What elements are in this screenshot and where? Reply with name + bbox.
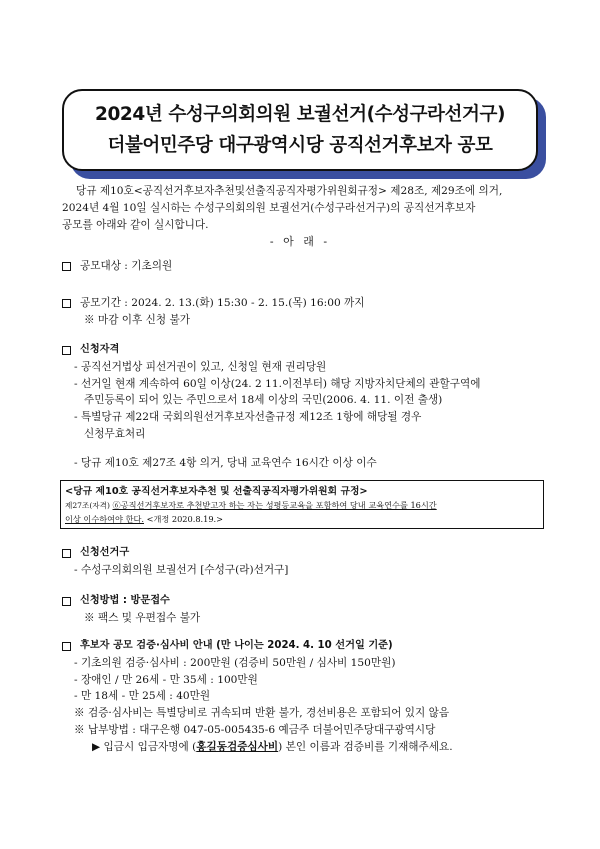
period-text: 공모기간 : 2024. 2. 13.(화) 15:30 - 2. 15.(목) 16:00 까지 bbox=[80, 297, 365, 309]
method-heading: 신청방법 : 방문접수 bbox=[80, 595, 170, 606]
section-method bbox=[62, 593, 552, 627]
reference-body-2: 이상 이수하여야 한다. bbox=[65, 513, 144, 524]
checkbox-square-icon bbox=[62, 262, 71, 271]
fee-item-3: - 만 18세 - 만 25세 : 40만원 bbox=[74, 690, 211, 703]
intro-line-1: 당규 제10호<공직선거후보자추천및선출직공직자평가위원회규정> 제28조, 제29조에 의거, bbox=[76, 185, 503, 197]
arae-heading: - 아 래 - bbox=[269, 235, 331, 248]
district-heading: 신청선거구 bbox=[80, 547, 130, 558]
deposit-name: 홍길동검증심사비 bbox=[196, 740, 279, 753]
fee-item-1: - 기초의원 검증·심사비 : 200만원 (검증비 50만원 / 심사비 150만원) bbox=[74, 656, 396, 669]
title-line-2: 더불어민주당 대구광역시당 공직선거후보자 공모 bbox=[107, 135, 493, 156]
section-fee bbox=[62, 638, 552, 756]
intro-line-2: 2024년 4월 10일 실시하는 수성구의회의원 보궐선거(수성구라선거구)의 공직선거후보자 bbox=[62, 201, 476, 214]
qualification-item-3a: - 특별당규 제22대 국회의원선거후보자선출규정 제12조 1항에 해당될 경우 bbox=[74, 411, 422, 424]
section-target bbox=[62, 258, 552, 275]
reference-revision: <개정 2020.8.19.> bbox=[146, 513, 224, 524]
checkbox-square-icon bbox=[62, 346, 71, 355]
section-period bbox=[62, 295, 552, 329]
qualification-heading: 신청자격 bbox=[80, 344, 120, 355]
target-text: 공모대상 : 기초의원 bbox=[80, 260, 173, 272]
reference-title: <당규 제10호 공직선거후보자추천 및 선출직공직자평가위원회 규정> bbox=[65, 486, 368, 497]
checkbox-square-icon bbox=[62, 642, 71, 651]
reference-body-1: ⑥공직선거후보자로 추천받고자 하는 자는 성평등교육을 포함하여 당내 교육연수를 16시간 bbox=[112, 500, 437, 510]
intro-paragraph bbox=[62, 183, 548, 233]
deposit-prefix: ▶ 입금시 입금자명에 ( bbox=[92, 740, 197, 753]
qualification-item-1: - 공직선거법상 피선거권이 있고, 신청일 현재 권리당원 bbox=[74, 360, 327, 373]
fee-note-2: ※ 납부방법 : 대구은행 047-05-005435-6 예금주 더불어민주당대구광역시당 bbox=[74, 723, 436, 736]
fee-heading: 후보자 공모 검증·심사비 안내 (만 나이는 2024. 4. 10 선거일 기준) bbox=[80, 640, 393, 651]
qualification-item-2a: - 선거일 현재 계속하여 60일 이상(24. 2 11.이전부터) 해당 지방자치단체의 관할구역에 bbox=[74, 377, 481, 390]
qualification-item-3b: 신청무효처리 bbox=[84, 427, 146, 440]
checkbox-square-icon bbox=[62, 299, 71, 308]
period-note: ※ 마감 이후 신청 불가 bbox=[84, 313, 190, 326]
reference-box bbox=[60, 480, 544, 529]
method-note: ※ 팩스 및 우편접수 불가 bbox=[84, 611, 201, 624]
title-box-frame bbox=[62, 89, 538, 171]
title-box bbox=[62, 89, 538, 171]
fee-deposit-instruction bbox=[62, 739, 552, 756]
deposit-suffix: ) 본인 이름과 검증비를 기재해주세요. bbox=[278, 740, 453, 753]
qualification-item-4: - 당규 제10호 제27조 4항 의거, 당내 교육연수 16시간 이상 이수 bbox=[74, 456, 377, 469]
qualification-item-2b: 주민등록이 되어 있는 주민으로서 18세 이상의 국민(2006. 4. 11. 이전 출생) bbox=[84, 394, 443, 407]
reference-article: 제27조(자격) bbox=[65, 501, 110, 510]
fee-note-1: ※ 검증·심사비는 특별당비로 귀속되며 반환 불가, 경선비용은 포함되어 있지 않음 bbox=[74, 707, 450, 720]
title-line-1: 2024년 수성구의회의원 보궐선거(수성구라선거구) bbox=[94, 104, 506, 125]
intro-line-3: 공모를 아래와 같이 실시합니다. bbox=[62, 218, 209, 231]
checkbox-square-icon bbox=[62, 549, 71, 558]
section-district bbox=[62, 545, 552, 579]
district-item: - 수성구의회의원 보궐선거 [수성구(라)선거구] bbox=[74, 563, 289, 576]
checkbox-square-icon bbox=[62, 597, 71, 606]
section-qualification bbox=[62, 342, 552, 472]
fee-item-2: - 장애인 / 만 26세 - 만 35세 : 100만원 bbox=[74, 673, 258, 686]
